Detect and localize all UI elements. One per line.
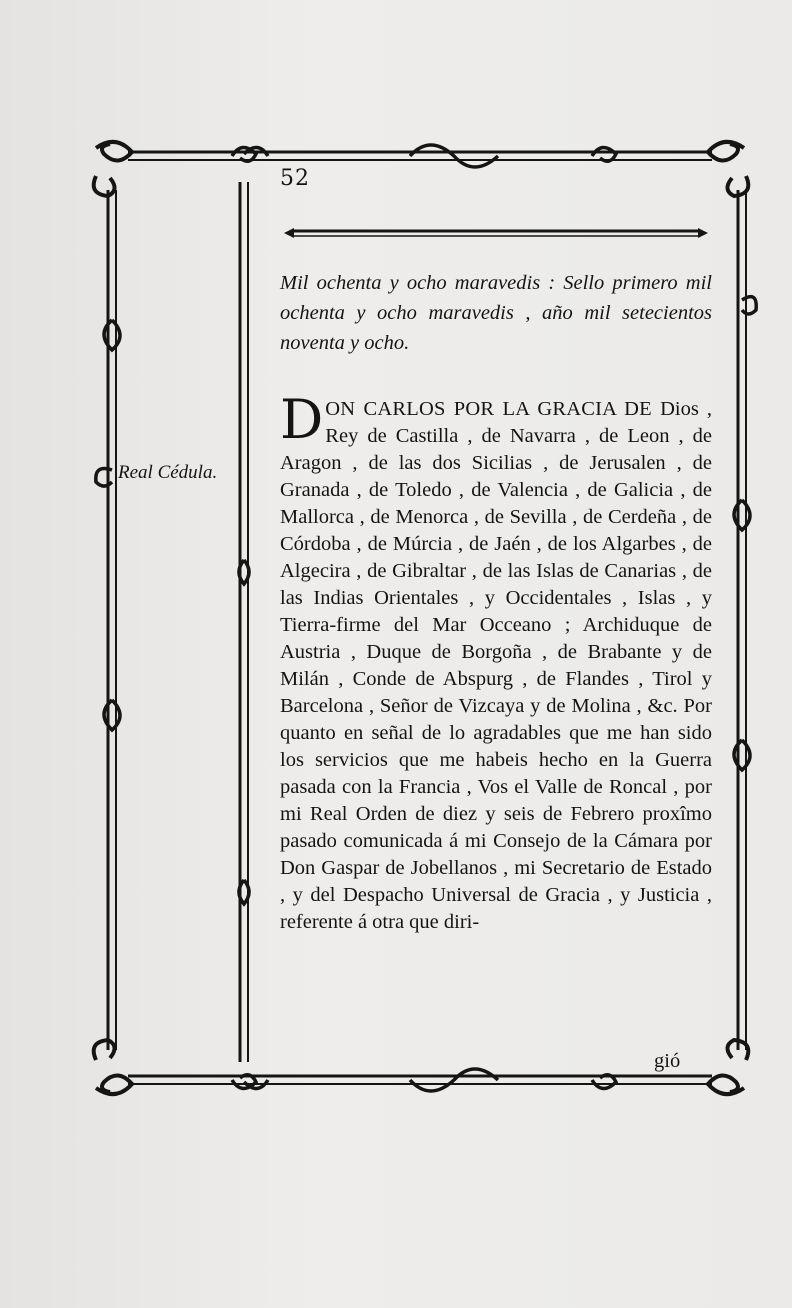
body-text: Dios , Rey de Castilla , de Navarra , de Leon , de Aragon , de las dos Sicilias , de Jerusalen , de Granada , de Toledo , de Valencia , de Galicia , de Mallorca , de Menorca , de Sevilla , de Cerdeña , de Córdoba , de Múrcia , de Jaén , de los Algarbes , de Algecira , de Gibraltar , de las Islas de Canarias , de las Indias Orientales , y Occidentales , Islas , y Tierra-firme del Mar Occeano ; Archiduque de Austria , Duque de Borgoña , de Brabante y de Milán , Conde de Abspurg , de Flandes , Tirol y Barcelona , Señor de Vizcaya y de Molina , &c. Por quanto en señal de lo agradables que me han sido los servicios que me habeis hecho en la Guerra pasada con la Francia , Vos el Valle de Roncal , por mi Real Orden de diez y seis de Febrero proxîmo pasado comunicada á mi Consejo de la Cámara por Don Gaspar de Jobellanos , mi Secretario de Estado , y del Despacho Universal de Gracia , y Justicia , referente á otra que diri- [280, 398, 712, 933]
head-rule-ornament [282, 226, 710, 240]
body-paragraph [280, 388, 712, 936]
opening-line: ON CARLOS POR LA GRACIA DE [325, 398, 661, 420]
page-number: 52 [280, 166, 310, 191]
catchword: gió [654, 1050, 681, 1072]
preamble-paragraph: Mil ochenta y ocho maravedis : Sello primero mil ochenta y ocho maravedis , año mil setecientos noventa y ocho. [280, 272, 712, 354]
drop-cap: D [280, 388, 324, 451]
margin-note: Real Cédula. [118, 462, 218, 483]
